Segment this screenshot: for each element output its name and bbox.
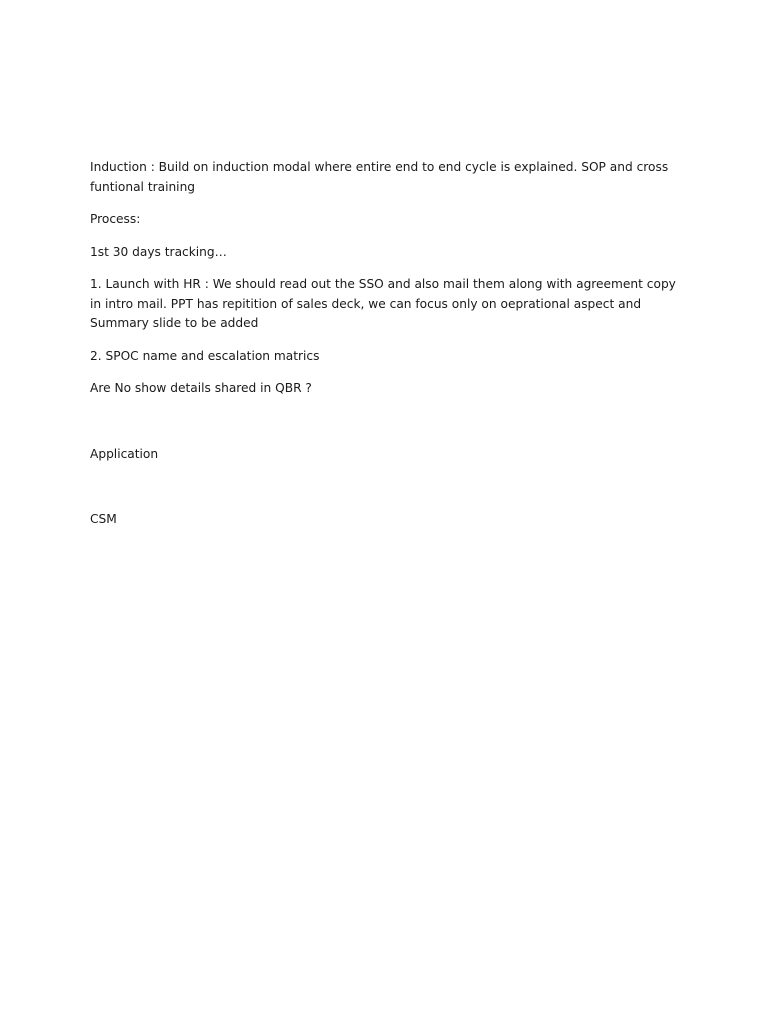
tracking-paragraph: 1st 30 days tracking… bbox=[90, 244, 227, 259]
document-body bbox=[90, 158, 680, 543]
launch-paragraph: 1. Launch with HR : We should read out the SSO and also mail them along with agreement copy in intro mail. PPT has repitition of sales deck, we can focus only on oeprational aspect and Summary slide to be added bbox=[90, 277, 676, 330]
no-show-paragraph: Are No show details shared in QBR ? bbox=[90, 381, 312, 395]
spoc-paragraph: 2. SPOC name and escalation matrics bbox=[90, 348, 320, 363]
process-heading: Process: bbox=[90, 212, 141, 226]
application-heading: Application bbox=[90, 446, 159, 461]
induction-paragraph: Induction : Build on induction modal where entire end to end cycle is explained. SOP and cross funtional training bbox=[90, 160, 669, 194]
csm-heading: CSM bbox=[90, 512, 117, 526]
